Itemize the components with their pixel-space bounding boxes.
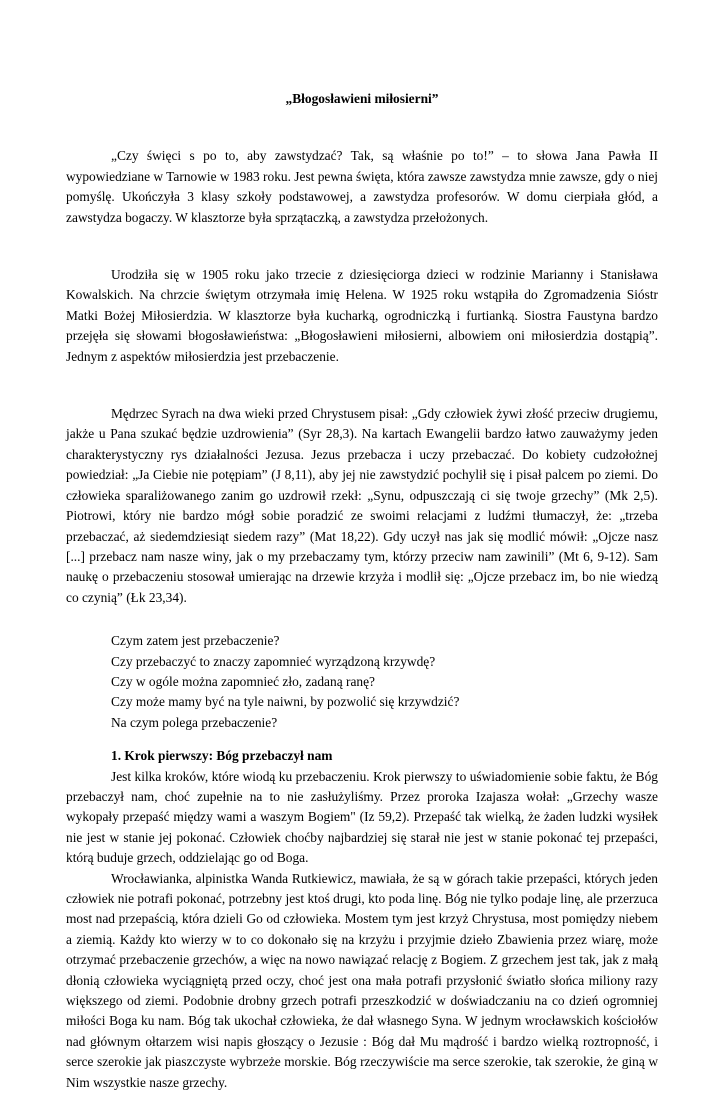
paragraph-sirach: Mędrzec Syrach na dwa wieki przed Chrystusem pisał: „Gdy człowiek żywi złość przeciw drugiemu, jakże u Pana szukać będzie uzdrowienia” (Syr 28,3). Na kartach Ewangelii bardzo łatwo zauważymy jeden charakterystyczny rys działalności Jezusa. Jezus przebacza i uczy przebaczać. Do kobiety cudzołożnej powiedział: „Ja Ciebie nie potępiam” (J 8,11), aby jej nie zawstydzić pochylił się i pisał palcem po ziemi. Do człowieka sparaliżowanego zanim go uzdrowił rzekł: „Synu, odpuszczają ci się twoje grzechy” (Mk 2,5). Piotrowi, który nie bardzo mógł sobie poradzić ze swoimi relacjami z ludźmi tłumaczył, że: „trzeba przebaczać, aż siedemdziesiąt siedem razy” (Mat 18,22). Gdy uczył nas jak się modlić mówił: „Ojcze nasz [...] przebacz nam nasze winy, jak o my przebaczamy tym, którzy przeciw nam zawinili” (Mt 6, 9-12). Sam naukę o przebaczeniu stosował umierając na drzewie krzyża i modlił się: „Ojcze przebacz im, bo nie wiedzą co czynią” (Łk 23,34). — [66, 406, 658, 605]
question-item: Czym zatem jest przebaczenie? — [111, 633, 280, 649]
paragraph-biography: Urodziła się w 1905 roku jako trzecie z dziesięciorga dzieci w rodzinie Marianny i Stanisława Kowalskich. Na chrzcie świętym otrzymała imię Helena. W 1925 roku wstąpiła do Zgromadzenia Sióstr Matki Bożej Miłosierdzia. W klasztorze była kucharką, ogrodniczką i furtianką. Siostra Faustyna bardzo przejęła się słowami błogosławieństwa: „Błogosławieni miłosierni, albowiem oni miłosierdzia dostąpią”. Jednym z aspektów miłosierdzia jest przebaczenie. — [66, 267, 658, 364]
question-item: Czy może mamy być na tyle naiwni, by pozwolić się krzywdzić? — [111, 694, 460, 710]
paragraph-intro: „Czy święci s po to, aby zawstydzać? Tak, są właśnie po to!” – to słowa Jana Pawła II wypowiedziane w Tarnowie w 1983 roku. Jest pewna święta, która zawsze zawstydza mnie zawsze, gdy o niej pomyślę. Ukończyła 3 klasy szkoły podstawowej, a zawstydza profesorów. W domu cierpiała głód, a zawstydza bogaczy. W klasztorze była sprzątaczką, a zawstydza przełożonych. — [66, 148, 658, 225]
question-list — [111, 631, 658, 733]
section-paragraph: Wrocławianka, alpinistka Wanda Rutkiewicz, mawiała, że są w górach takie przepaści, których jeden człowiek nie potrafi pokonać, potrzebny jest ktoś drugi, kto poda linę. Bóg nie tylko podaje linę, ale przerzuca most nad przepaścią, która dzieli Go od człowieka. Mostem tym jest krzyż Chrystusa, most pomiędzy niebem a ziemią. Każdy kto wierzy w to co dokonało się na krzyżu i przyjmie dzieło Zbawienia przez wiarę, może otrzymać przebaczenie grzechów, a więc na nowo nawiązać relację z Bogiem. Z grzechem jest tak, jak z małą dłonią człowieka wyciągniętą przed oczy, choć jest ona mała potrafi przysłonić światło słońca miliony razy większego od ziemi. Podobnie drobny grzech potrafi przeszkodzić w doświadczaniu na co dzień ogromniej miłości Boga ku nam. Bóg tak ukochał człowieka, że dał własnego Syna. W jednym wrocławskich kościołów nad głównym ołtarzem wisi napis głoszący o Jezusie : Bóg dał Mu mądrość i bardzo wielką roztropność, i serce szerokie jak piaszczyste wybrzeże morskie. Bóg rzeczywiście ma serce szerokie, tak szerokie, że giną w Nim wszystkie nasze grzechy. — [66, 870, 658, 1090]
section-paragraph: Jest kilka kroków, które wiodą ku przebaczeniu. Krok pierwszy to uświadomienie sobie faktu, że Bóg przebaczył nam, choć zupełnie na to nie zasłużyliśmy. Przez proroka Izajasza wołał: „Grzechy wasze wykopały przepaść między wami a waszym Bogiem" (Iz 59,2). Przepaść tak wielką, że żaden ludzki wysiłek nie jest w stanie jej pokonać. Człowiek choćby najbardziej się starał nie jest w stanie pokonać tej przepaści, którą buduje grzech, oddzielając go od Boga. — [66, 768, 658, 866]
question-item: Na czym polega przebaczenie? — [111, 714, 278, 730]
section-heading: 1. Krok pierwszy: Bóg przebaczył nam — [111, 748, 333, 764]
question-item: Czy przebaczyć to znaczy zapomnieć wyrządzoną krzywdę? — [111, 653, 436, 669]
document-title: „Błogosławieni miłosierni” — [285, 91, 439, 106]
question-item: Czy w ogóle można zapomnieć zło, zadaną ranę? — [111, 673, 375, 689]
